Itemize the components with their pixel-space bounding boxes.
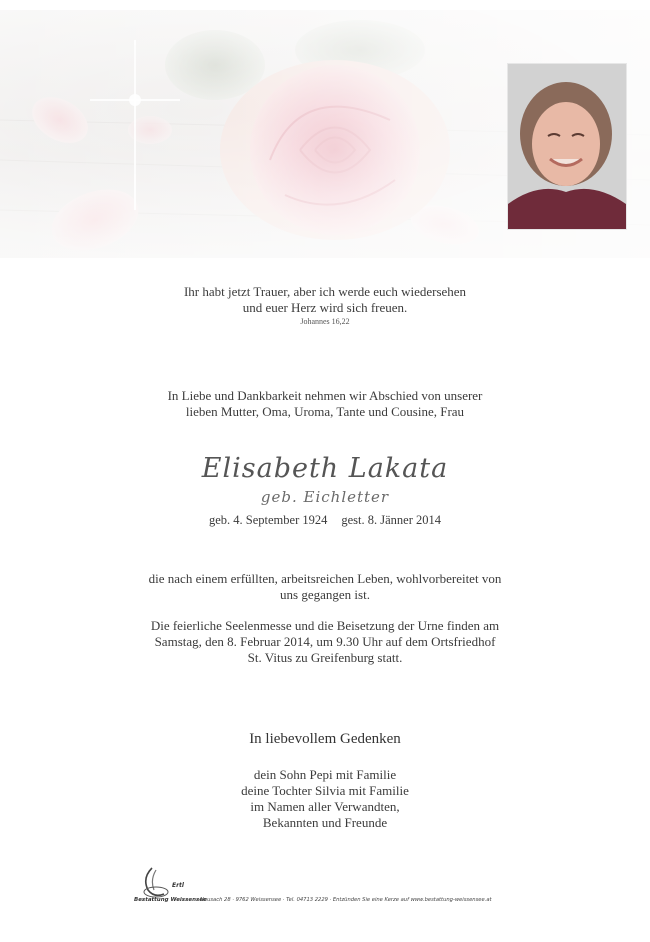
mourner-3: im Namen aller Verwandten, <box>250 799 400 814</box>
mourner-1: dein Sohn Pepi mit Familie <box>253 767 397 782</box>
intro-line-2: lieben Mutter, Oma, Uroma, Tante und Cousine, Frau <box>185 404 465 419</box>
text-line-2: uns gegangen ist. <box>280 587 370 602</box>
portrait-photo <box>508 64 626 229</box>
intro-line-1: In Liebe und Dankbarkeit nehmen wir Abschied von unserer <box>167 388 483 403</box>
birth-date: geb. 4. September 1924 <box>208 513 328 527</box>
footer <box>134 864 534 904</box>
mourner-2: deine Tochter Silvia mit Familie <box>241 783 409 798</box>
footer-address: Neusach 28 · 9762 Weissensee · Tel. 04713 2229 · Entzünden Sie eine Kerze auf www.bestattung-weissensee.at <box>200 897 492 903</box>
verse-line-2: und euer Herz wird sich freuen. <box>242 300 408 315</box>
mourner-4: Bekannten und Freunde <box>262 815 388 830</box>
logo-text: Bestattung Weissensee <box>134 897 207 903</box>
service-line-1: Die feierliche Seelenmesse und die Beisetzung der Urne finden am <box>150 618 500 633</box>
text-line-1: die nach einem erfüllten, arbeitsreichen Leben, wohlvorbereitet von <box>148 571 502 586</box>
remembrance-heading: In liebevollem Gedenken <box>249 731 401 747</box>
verse-reference: Johannes 16,22 <box>300 317 350 326</box>
portrait-image <box>508 64 626 229</box>
service-line-2: Samstag, den 8. Februar 2014, um 9.30 Uhr auf dem Ortsfriedhof <box>154 634 496 649</box>
verse-line-1: Ihr habt jetzt Trauer, aber ich werde euch wiedersehen <box>183 284 467 299</box>
life-dates <box>0 513 650 528</box>
logo-name: Ertl <box>172 882 184 889</box>
maiden-name: geb. Eichletter <box>260 488 390 506</box>
deceased-name: Elisabeth Lakata <box>201 453 449 484</box>
service-line-3: St. Vitus zu Greifenburg statt. <box>247 650 403 665</box>
death-date: gest. 8. Jänner 2014 <box>341 513 442 527</box>
